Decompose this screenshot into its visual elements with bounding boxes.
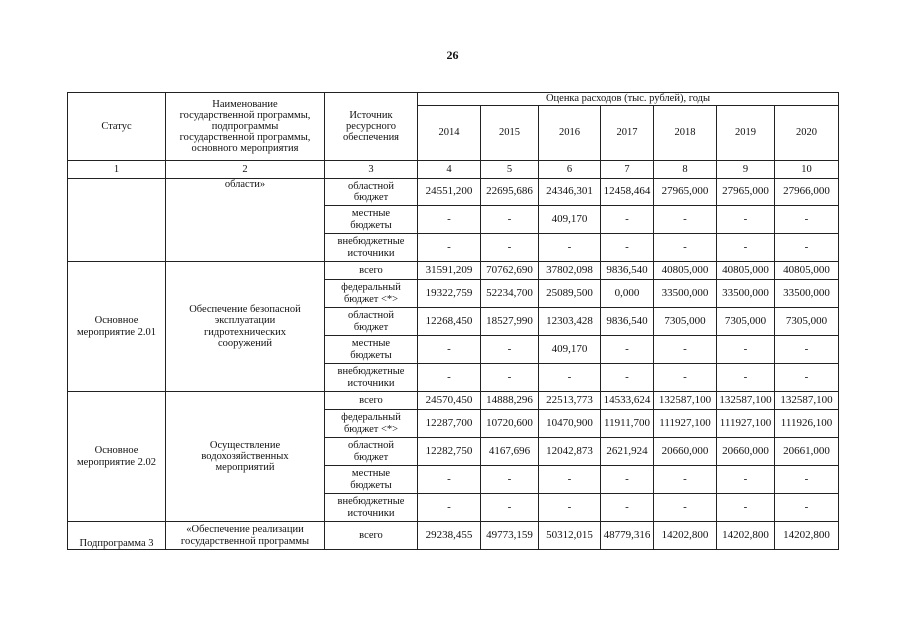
expense-value-cell: - xyxy=(601,494,654,522)
funding-source-line: бюджеты xyxy=(350,479,392,491)
expense-value-cell: - xyxy=(418,364,481,392)
expense-value-cell: - xyxy=(481,234,539,262)
column-number: 2 xyxy=(166,161,325,179)
table-body xyxy=(68,179,839,550)
header-name-line: основного мероприятия xyxy=(191,143,299,155)
expense-value-cell: 31591,209 xyxy=(418,262,481,280)
funding-source-cell xyxy=(325,438,418,466)
expense-value-cell: - xyxy=(654,364,717,392)
expense-value-cell: - xyxy=(717,336,775,364)
expense-value-cell: 12282,750 xyxy=(418,438,481,466)
measure-name-line: эксплуатации xyxy=(214,315,276,327)
expense-value-cell: - xyxy=(418,234,481,262)
expense-value-cell: 14202,800 xyxy=(775,522,839,550)
expense-value-cell: 14202,800 xyxy=(654,522,717,550)
expense-value-cell: 22513,773 xyxy=(539,392,601,410)
funding-source-line: местные xyxy=(351,468,391,480)
status-cell xyxy=(68,392,166,522)
page-number: 26 xyxy=(446,48,459,62)
column-number: 6 xyxy=(539,161,601,179)
status-line: мероприятие 2.02 xyxy=(77,456,156,468)
measure-name-cell xyxy=(166,262,325,392)
header-year: 2018 xyxy=(654,106,717,161)
expense-value-cell: - xyxy=(601,234,654,262)
funding-source-line: бюджеты xyxy=(350,219,392,231)
funding-source-line: внебюджетные xyxy=(337,366,405,378)
expense-value-cell: 14202,800 xyxy=(717,522,775,550)
expense-value-cell: 111927,100 xyxy=(654,410,717,438)
funding-source-cell xyxy=(325,522,418,550)
funding-source-cell xyxy=(325,410,418,438)
expense-value-cell: 11911,700 xyxy=(601,410,654,438)
expense-value-cell: - xyxy=(775,466,839,494)
measure-name-line: Осуществление xyxy=(209,439,281,451)
expense-value-cell: 24346,301 xyxy=(539,179,601,206)
expense-value-cell: 49773,159 xyxy=(481,522,539,550)
expense-value-cell: 132587,100 xyxy=(775,392,839,410)
funding-source-cell xyxy=(325,280,418,308)
expense-value-cell: - xyxy=(418,494,481,522)
expense-value-cell: 14888,296 xyxy=(481,392,539,410)
funding-source-line: внебюджетные xyxy=(337,496,405,508)
header-year: 2017 xyxy=(601,106,654,161)
measure-name-line: водохозяйственных xyxy=(201,450,289,462)
table-row xyxy=(68,522,839,550)
expense-value-cell: - xyxy=(775,336,839,364)
expense-value-cell: - xyxy=(775,494,839,522)
measure-name-line: сооружений xyxy=(217,337,273,349)
header-year: 2019 xyxy=(717,106,775,161)
expense-value-cell: 24570,450 xyxy=(418,392,481,410)
header-name xyxy=(166,93,325,161)
expense-value-cell: 33500,000 xyxy=(717,280,775,308)
funding-source-line: местные xyxy=(351,338,391,350)
expense-value-cell: - xyxy=(481,206,539,234)
column-number: 8 xyxy=(654,161,717,179)
column-number-row xyxy=(68,161,839,179)
expense-value-cell: - xyxy=(539,466,601,494)
expense-value-cell: 132587,100 xyxy=(654,392,717,410)
funding-source-cell xyxy=(325,308,418,336)
expense-value-cell: 12303,428 xyxy=(539,308,601,336)
expense-value-cell: - xyxy=(775,206,839,234)
expense-value-cell: 409,170 xyxy=(539,206,601,234)
header-status: Статус xyxy=(68,93,166,161)
expense-value-cell: 12458,464 xyxy=(601,179,654,206)
funding-source-cell xyxy=(325,262,418,280)
status-line: Основное xyxy=(94,315,139,327)
funding-source-cell xyxy=(325,466,418,494)
expense-value-cell: - xyxy=(775,234,839,262)
expense-value-cell: 40805,000 xyxy=(717,262,775,280)
expense-value-cell: - xyxy=(717,206,775,234)
expense-value-cell: 12268,450 xyxy=(418,308,481,336)
header-source-line: обеспечения xyxy=(342,132,400,143)
expense-value-cell: - xyxy=(601,336,654,364)
funding-source-line: бюджеты xyxy=(350,349,392,361)
funding-source-line: источники xyxy=(347,377,395,389)
funding-source-line: федеральный xyxy=(341,412,401,424)
expense-value-cell: 9836,540 xyxy=(601,308,654,336)
funding-source-cell xyxy=(325,494,418,522)
expense-value-cell: 18527,990 xyxy=(481,308,539,336)
expense-value-cell: 409,170 xyxy=(539,336,601,364)
expense-value-cell: - xyxy=(654,466,717,494)
expense-value-cell: - xyxy=(481,494,539,522)
table-row xyxy=(68,392,839,410)
funding-source-cell xyxy=(325,392,418,410)
expense-value-cell: 12287,700 xyxy=(418,410,481,438)
expense-value-cell: - xyxy=(717,364,775,392)
expense-value-cell: - xyxy=(481,466,539,494)
table-header xyxy=(68,93,839,179)
expense-value-cell: 52234,700 xyxy=(481,280,539,308)
funding-source-line: бюджет xyxy=(353,192,389,203)
table-row xyxy=(68,179,839,206)
header-year: 2015 xyxy=(481,106,539,161)
expenses-table xyxy=(67,92,839,550)
expense-value-cell: 4167,696 xyxy=(481,438,539,466)
expense-value-cell: 40805,000 xyxy=(654,262,717,280)
funding-source-line: всего xyxy=(359,264,383,276)
funding-source-line: бюджет <*> xyxy=(343,423,399,435)
measure-name-line: мероприятий xyxy=(215,462,275,473)
funding-source-line: бюджет <*> xyxy=(343,293,399,305)
expense-value-cell: - xyxy=(481,336,539,364)
expense-value-cell: 40805,000 xyxy=(775,262,839,280)
expense-value-cell: 29238,455 xyxy=(418,522,481,550)
expense-value-cell: - xyxy=(717,234,775,262)
expense-value-cell: 20661,000 xyxy=(775,438,839,466)
expense-value-cell: 27966,000 xyxy=(775,179,839,206)
status-line: Подпрограмма 3 xyxy=(79,537,154,549)
status-cell xyxy=(68,262,166,392)
funding-source-cell xyxy=(325,336,418,364)
expense-value-cell: 2621,924 xyxy=(601,438,654,466)
funding-source-cell xyxy=(325,234,418,262)
expense-value-cell: - xyxy=(717,466,775,494)
funding-source-line: всего xyxy=(359,529,383,541)
expense-value-cell: - xyxy=(654,336,717,364)
measure-name-line: области» xyxy=(224,179,266,190)
expense-value-cell: 27965,000 xyxy=(654,179,717,206)
expense-value-cell: 7305,000 xyxy=(654,308,717,336)
funding-source-cell xyxy=(325,364,418,392)
expense-value-cell: 111926,100 xyxy=(775,410,839,438)
measure-name-cell xyxy=(166,392,325,522)
measure-name-line: Обеспечение безопасной xyxy=(189,304,301,316)
status-cell xyxy=(68,179,166,262)
header-year: 2016 xyxy=(539,106,601,161)
header-name-line: подпрограммы xyxy=(211,120,279,132)
measure-name-cell xyxy=(166,522,325,550)
funding-source-line: местные xyxy=(351,208,391,220)
expense-value-cell: 33500,000 xyxy=(654,280,717,308)
expense-value-cell: 7305,000 xyxy=(717,308,775,336)
measure-name-line: государственной программы xyxy=(180,535,310,547)
status-line: мероприятие 2.01 xyxy=(77,326,156,338)
expense-value-cell: - xyxy=(717,494,775,522)
expense-value-cell: - xyxy=(418,466,481,494)
column-number: 4 xyxy=(418,161,481,179)
expense-value-cell: 22695,686 xyxy=(481,179,539,206)
column-number: 7 xyxy=(601,161,654,179)
expense-value-cell: - xyxy=(654,234,717,262)
funding-source-line: областной xyxy=(348,310,394,322)
expense-value-cell: 70762,690 xyxy=(481,262,539,280)
header-name-line: государственной программы, xyxy=(179,132,311,143)
column-number: 1 xyxy=(68,161,166,179)
expense-value-cell: 24551,200 xyxy=(418,179,481,206)
expense-value-cell: 132587,100 xyxy=(717,392,775,410)
expense-value-cell: - xyxy=(539,364,601,392)
header-year: 2014 xyxy=(418,106,481,161)
header-source-line: ресурсного xyxy=(345,120,397,132)
funding-source-line: областной xyxy=(348,440,394,452)
header-name-line: Наименование xyxy=(212,98,278,110)
status-cell xyxy=(68,522,166,550)
expense-value-cell: - xyxy=(654,206,717,234)
funding-source-line: бюджет xyxy=(353,321,389,333)
expense-value-cell: - xyxy=(775,364,839,392)
measure-name-cell xyxy=(166,179,325,262)
expense-value-cell: 20660,000 xyxy=(717,438,775,466)
funding-source-line: внебюджетные xyxy=(337,236,405,248)
expense-value-cell: 37802,098 xyxy=(539,262,601,280)
expense-value-cell: 27965,000 xyxy=(717,179,775,206)
expense-value-cell: 19322,759 xyxy=(418,280,481,308)
column-number: 5 xyxy=(481,161,539,179)
status-line: Основное xyxy=(94,445,139,457)
funding-source-line: источники xyxy=(347,247,395,259)
funding-source-line: всего xyxy=(359,394,383,406)
header-year: 2020 xyxy=(775,106,839,161)
funding-source-line: бюджет xyxy=(353,451,389,463)
expense-value-cell: 111927,100 xyxy=(717,410,775,438)
header-name-line: государственной программы, xyxy=(179,109,311,121)
funding-source-line: источники xyxy=(347,507,395,519)
expense-value-cell: - xyxy=(481,364,539,392)
header-source-line: Источник xyxy=(349,109,393,121)
funding-source-line: федеральный xyxy=(341,282,401,294)
expense-value-cell: - xyxy=(418,336,481,364)
header-source xyxy=(325,93,418,161)
expense-value-cell: - xyxy=(418,206,481,234)
expense-value-cell: 10720,600 xyxy=(481,410,539,438)
measure-name-line: «Обеспечение реализации xyxy=(186,524,304,536)
column-number: 3 xyxy=(325,161,418,179)
expense-value-cell: 33500,000 xyxy=(775,280,839,308)
expense-value-cell: - xyxy=(539,234,601,262)
expense-value-cell: 25089,500 xyxy=(539,280,601,308)
funding-source-cell xyxy=(325,179,418,206)
header-expenses-title: Оценка расходов (тыс. рублей), годы xyxy=(418,93,839,106)
expense-value-cell: 7305,000 xyxy=(775,308,839,336)
expense-value-cell: - xyxy=(539,494,601,522)
funding-source-line: областной xyxy=(348,180,394,192)
expense-value-cell: 48779,316 xyxy=(601,522,654,550)
expense-value-cell: 0,000 xyxy=(601,280,654,308)
expense-value-cell: - xyxy=(601,364,654,392)
expense-value-cell: 9836,540 xyxy=(601,262,654,280)
table-row xyxy=(68,262,839,280)
expense-value-cell: - xyxy=(601,206,654,234)
expense-value-cell: - xyxy=(654,494,717,522)
expense-value-cell: 12042,873 xyxy=(539,438,601,466)
expense-value-cell: 14533,624 xyxy=(601,392,654,410)
funding-source-cell xyxy=(325,206,418,234)
expense-value-cell: 50312,015 xyxy=(539,522,601,550)
expense-value-cell: 10470,900 xyxy=(539,410,601,438)
expense-value-cell: 20660,000 xyxy=(654,438,717,466)
column-number: 10 xyxy=(775,161,839,179)
column-number: 9 xyxy=(717,161,775,179)
measure-name-line: гидротехнических xyxy=(203,326,287,338)
expense-value-cell: - xyxy=(601,466,654,494)
